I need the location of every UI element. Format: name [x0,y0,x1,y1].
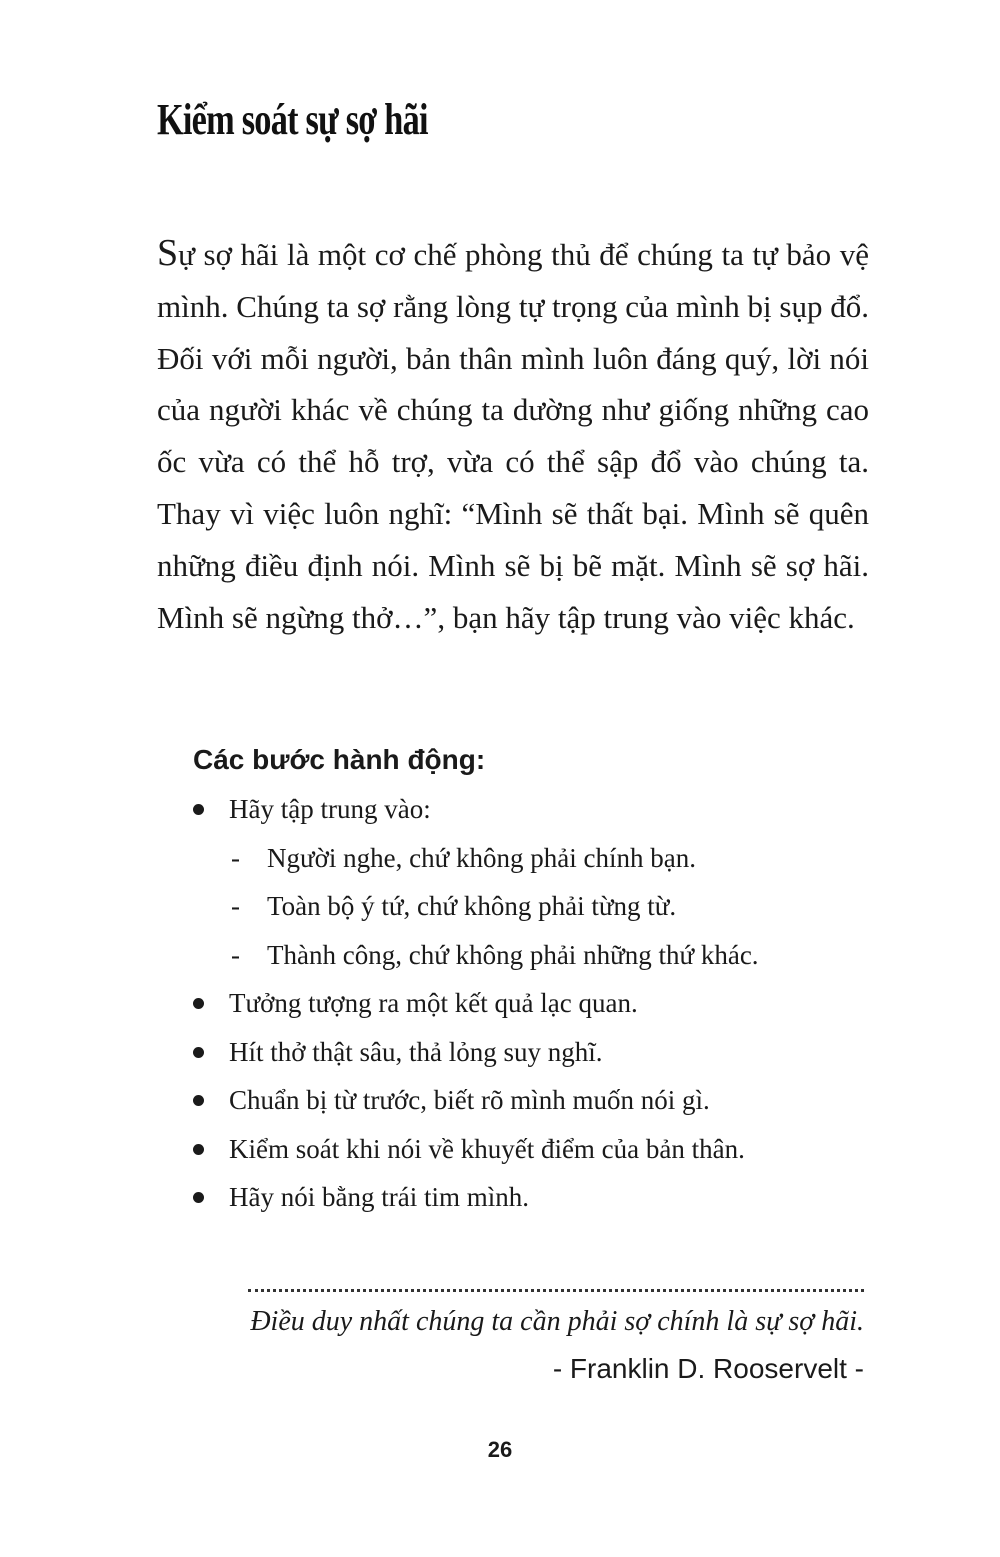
dash-marker: - [231,939,240,970]
list-item-text: Hãy tập trung vào: [229,794,431,824]
list-item-text: Hãy nói bằng trái tim mình. [229,1182,529,1212]
chapter-title: Kiểm soát sự sợ hãi [157,95,428,144]
bullet-icon [193,1144,204,1155]
sub-list-item [193,931,893,980]
list-item-text: Kiểm soát khi nói về khuyết điểm của bản thân. [229,1133,745,1164]
drop-letter: S [157,232,179,274]
body-paragraph [157,228,869,643]
quote-divider [248,1289,864,1292]
sub-list-item-text: Người nghe, chứ không phải chính bạn. [267,842,696,873]
list-item [193,1125,893,1174]
action-steps-list [193,785,893,1222]
list-item-text: Tưởng tượng ra một kết quả lạc quan. [229,988,638,1018]
sub-list-item-text: Toàn bộ ý tứ, chứ không phải từng từ. [267,891,677,921]
list-item-text: Chuẩn bị từ trước, biết rõ mình muốn nói gì. [229,1085,710,1115]
list-item [193,979,893,1028]
sub-list-item-text: Thành công, chứ không phải những thứ khác. [267,939,759,970]
bullet-icon [193,804,204,815]
dash-marker: - [231,842,240,873]
list-item [193,785,893,834]
bullet-icon [193,1192,204,1203]
sub-list-item [193,834,893,883]
quote-author: - Franklin D. Rooservelt - [552,1353,864,1384]
action-steps-heading: Các bước hành động: [193,744,486,775]
list-item [193,1173,893,1222]
body-paragraph-text: ự sợ hãi là một cơ chế phòng thủ để chúng ta tự bảo vệ mình. Chúng ta sợ rằng lòng tự trọng của mình bị sụp đổ. Đối với mỗi người, bản thân mình luôn đáng quý, lời nói của người khác về chúng ta dường như giống những cao ốc vừa có thể hỗ trợ, vừa có thể sập đổ vào chúng ta. Thay vì việc luôn nghĩ: “Mình sẽ thất bại. Mình sẽ quên những điều định nói. Mình sẽ bị bẽ mặt. Mình sẽ sợ hãi. Mình sẽ ngừng thở…”, bạn hãy tập trung vào việc khác. [157,237,869,635]
dash-marker: - [231,891,240,921]
bullet-icon [193,1095,204,1106]
page-number: 26 [487,1437,513,1462]
bullet-icon [193,998,204,1009]
sub-list-item [193,882,893,931]
list-item [193,1076,893,1125]
list-item [193,1028,893,1077]
bullet-icon [193,1047,204,1058]
quote-text: Điều duy nhất chúng ta cần phải sợ chính là sự sợ hãi. [250,1306,864,1337]
list-item-text: Hít thở thật sâu, thả lỏng suy nghĩ. [229,1036,603,1067]
